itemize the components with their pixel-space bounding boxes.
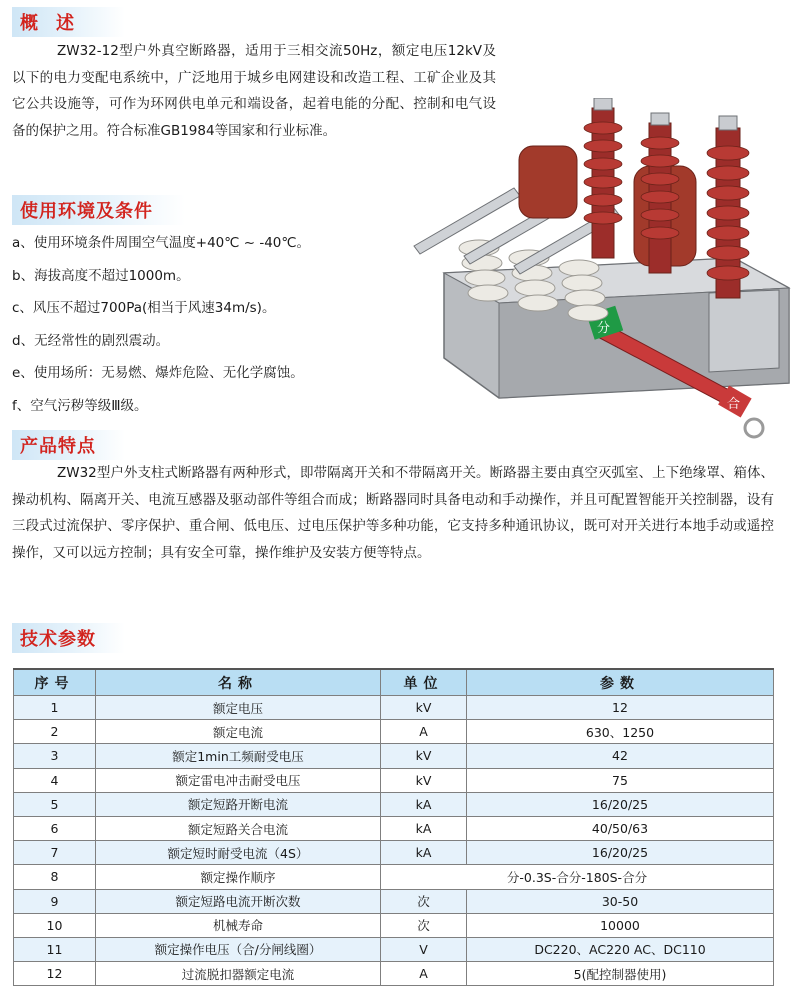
cell-unit: kA bbox=[381, 816, 467, 840]
cell-name: 额定短路开断电流 bbox=[96, 792, 381, 816]
cell-name: 额定操作电压（合/分闸线圈） bbox=[96, 937, 381, 961]
condition-item: c、风压不超过700Pa(相当于风速34m/s)。 bbox=[12, 300, 276, 316]
cell-name: 额定电流 bbox=[96, 720, 381, 744]
cell-name: 过流脱扣器额定电流 bbox=[96, 962, 381, 986]
table-row bbox=[14, 913, 774, 937]
cell-unit: kA bbox=[381, 841, 467, 865]
cell-no: 5 bbox=[14, 792, 96, 816]
cell-value: 12 bbox=[467, 696, 774, 720]
cell-value: DC220、AC220 AC、DC110 bbox=[467, 937, 774, 961]
table-row bbox=[14, 816, 774, 840]
cell-unit: kV bbox=[381, 696, 467, 720]
cell-value: 16/20/25 bbox=[467, 792, 774, 816]
table-row bbox=[14, 889, 774, 913]
cell-name: 额定雷电冲击耐受电压 bbox=[96, 768, 381, 792]
cell-no: 7 bbox=[14, 841, 96, 865]
table-row bbox=[14, 865, 774, 889]
table-row bbox=[14, 768, 774, 792]
col-header-no: 序号 bbox=[14, 669, 96, 696]
table-row bbox=[14, 937, 774, 961]
cell-unit: 次 bbox=[381, 889, 467, 913]
cell-unit: V bbox=[381, 937, 467, 961]
cell-unit: kV bbox=[381, 744, 467, 768]
table-row bbox=[14, 696, 774, 720]
cell-unit: A bbox=[381, 962, 467, 986]
cell-no: 4 bbox=[14, 768, 96, 792]
condition-item: a、使用环境条件周围空气温度+40℃ ~ -40℃。 bbox=[12, 235, 311, 251]
cell-name: 额定操作顺序 bbox=[96, 865, 381, 889]
table-row bbox=[14, 962, 774, 986]
table-row bbox=[14, 744, 774, 768]
cell-no: 10 bbox=[14, 913, 96, 937]
overview-heading: 概述 bbox=[12, 7, 125, 37]
cell-value: 分-0.3S-合分-180S-合分 bbox=[381, 865, 774, 889]
cell-name: 额定电压 bbox=[96, 696, 381, 720]
cell-value: 10000 bbox=[467, 913, 774, 937]
cell-value: 30-50 bbox=[467, 889, 774, 913]
condition-item: d、无经常性的剧烈震动。 bbox=[12, 332, 170, 349]
overview-text: ZW32-12型户外真空断路器，适用于三相交流50Hz，额定电压12kV及以下的电力变配电系统中，广泛地用于城乡电网建设和改造工程、工矿企业及其它公共设施等，可作为环网供电单元和端设备，起着电能的分配、控制和电气设备的保护之用。符合标准GB1984等国家和行业标准。 bbox=[12, 43, 496, 139]
cell-no: 9 bbox=[14, 889, 96, 913]
condition-item: f、空气污秽等级Ⅲ级。 bbox=[12, 397, 148, 414]
table-row bbox=[14, 792, 774, 816]
circuit-breaker-image bbox=[404, 98, 796, 456]
cell-value: 16/20/25 bbox=[467, 841, 774, 865]
specs-table bbox=[13, 668, 774, 986]
features-heading: 产品特点 bbox=[12, 430, 125, 460]
cell-name: 额定短路关合电流 bbox=[96, 816, 381, 840]
cell-name: 额定短时耐受电流（4S） bbox=[96, 841, 381, 865]
cell-value: 5(配控制器使用) bbox=[467, 962, 774, 986]
cell-unit: kA bbox=[381, 792, 467, 816]
cell-no: 6 bbox=[14, 816, 96, 840]
table-row bbox=[14, 720, 774, 744]
conditions-list bbox=[12, 230, 310, 425]
cell-no: 8 bbox=[14, 865, 96, 889]
cell-name: 机械寿命 bbox=[96, 913, 381, 937]
cell-no: 11 bbox=[14, 937, 96, 961]
cell-no: 12 bbox=[14, 962, 96, 986]
cell-name: 额定短路电流开断次数 bbox=[96, 889, 381, 913]
conditions-heading: 使用环境及条件 bbox=[12, 195, 185, 225]
col-header-name: 名称 bbox=[96, 669, 381, 696]
col-header-unit: 单位 bbox=[381, 669, 467, 696]
open-label: 分 bbox=[597, 321, 611, 336]
cell-value: 630、1250 bbox=[467, 720, 774, 744]
table-row bbox=[14, 841, 774, 865]
condition-item: e、使用场所：无易燃、爆炸危险、无化学腐蚀。 bbox=[12, 365, 304, 381]
cell-no: 1 bbox=[14, 696, 96, 720]
table-header-row bbox=[14, 669, 774, 696]
condition-item: b、海拔高度不超过1000m。 bbox=[12, 267, 190, 284]
close-label: 合 bbox=[727, 397, 741, 412]
cell-no: 2 bbox=[14, 720, 96, 744]
features-text: ZW32型户外支柱式断路器有两种形式，即带隔离开关和不带隔离开关。断路器主要由真空灭弧室、上下绝缘罩、箱体、操动机构、隔离开关、电流互感器及驱动部件等组合而成；断路器同时具备电动和手动操作，并且可配置智能开关控制器，设有三段式过流保护、零序保护、重合闸、低电压、过电压保护等多种功能，它支持多种通讯协议，既可对开关进行本地手动或遥控操作，又可以远方控制；具有安全可靠，操作维护及安装方便等特点。 bbox=[12, 465, 774, 561]
specs-heading: 技术参数 bbox=[12, 623, 125, 653]
cell-unit: A bbox=[381, 720, 467, 744]
cell-unit: 次 bbox=[381, 913, 467, 937]
cell-value: 42 bbox=[467, 744, 774, 768]
col-header-value: 参数 bbox=[467, 669, 774, 696]
cell-value: 75 bbox=[467, 768, 774, 792]
cell-name: 额定1min工频耐受电压 bbox=[96, 744, 381, 768]
cell-no: 3 bbox=[14, 744, 96, 768]
cell-unit: kV bbox=[381, 768, 467, 792]
cell-value: 40/50/63 bbox=[467, 816, 774, 840]
